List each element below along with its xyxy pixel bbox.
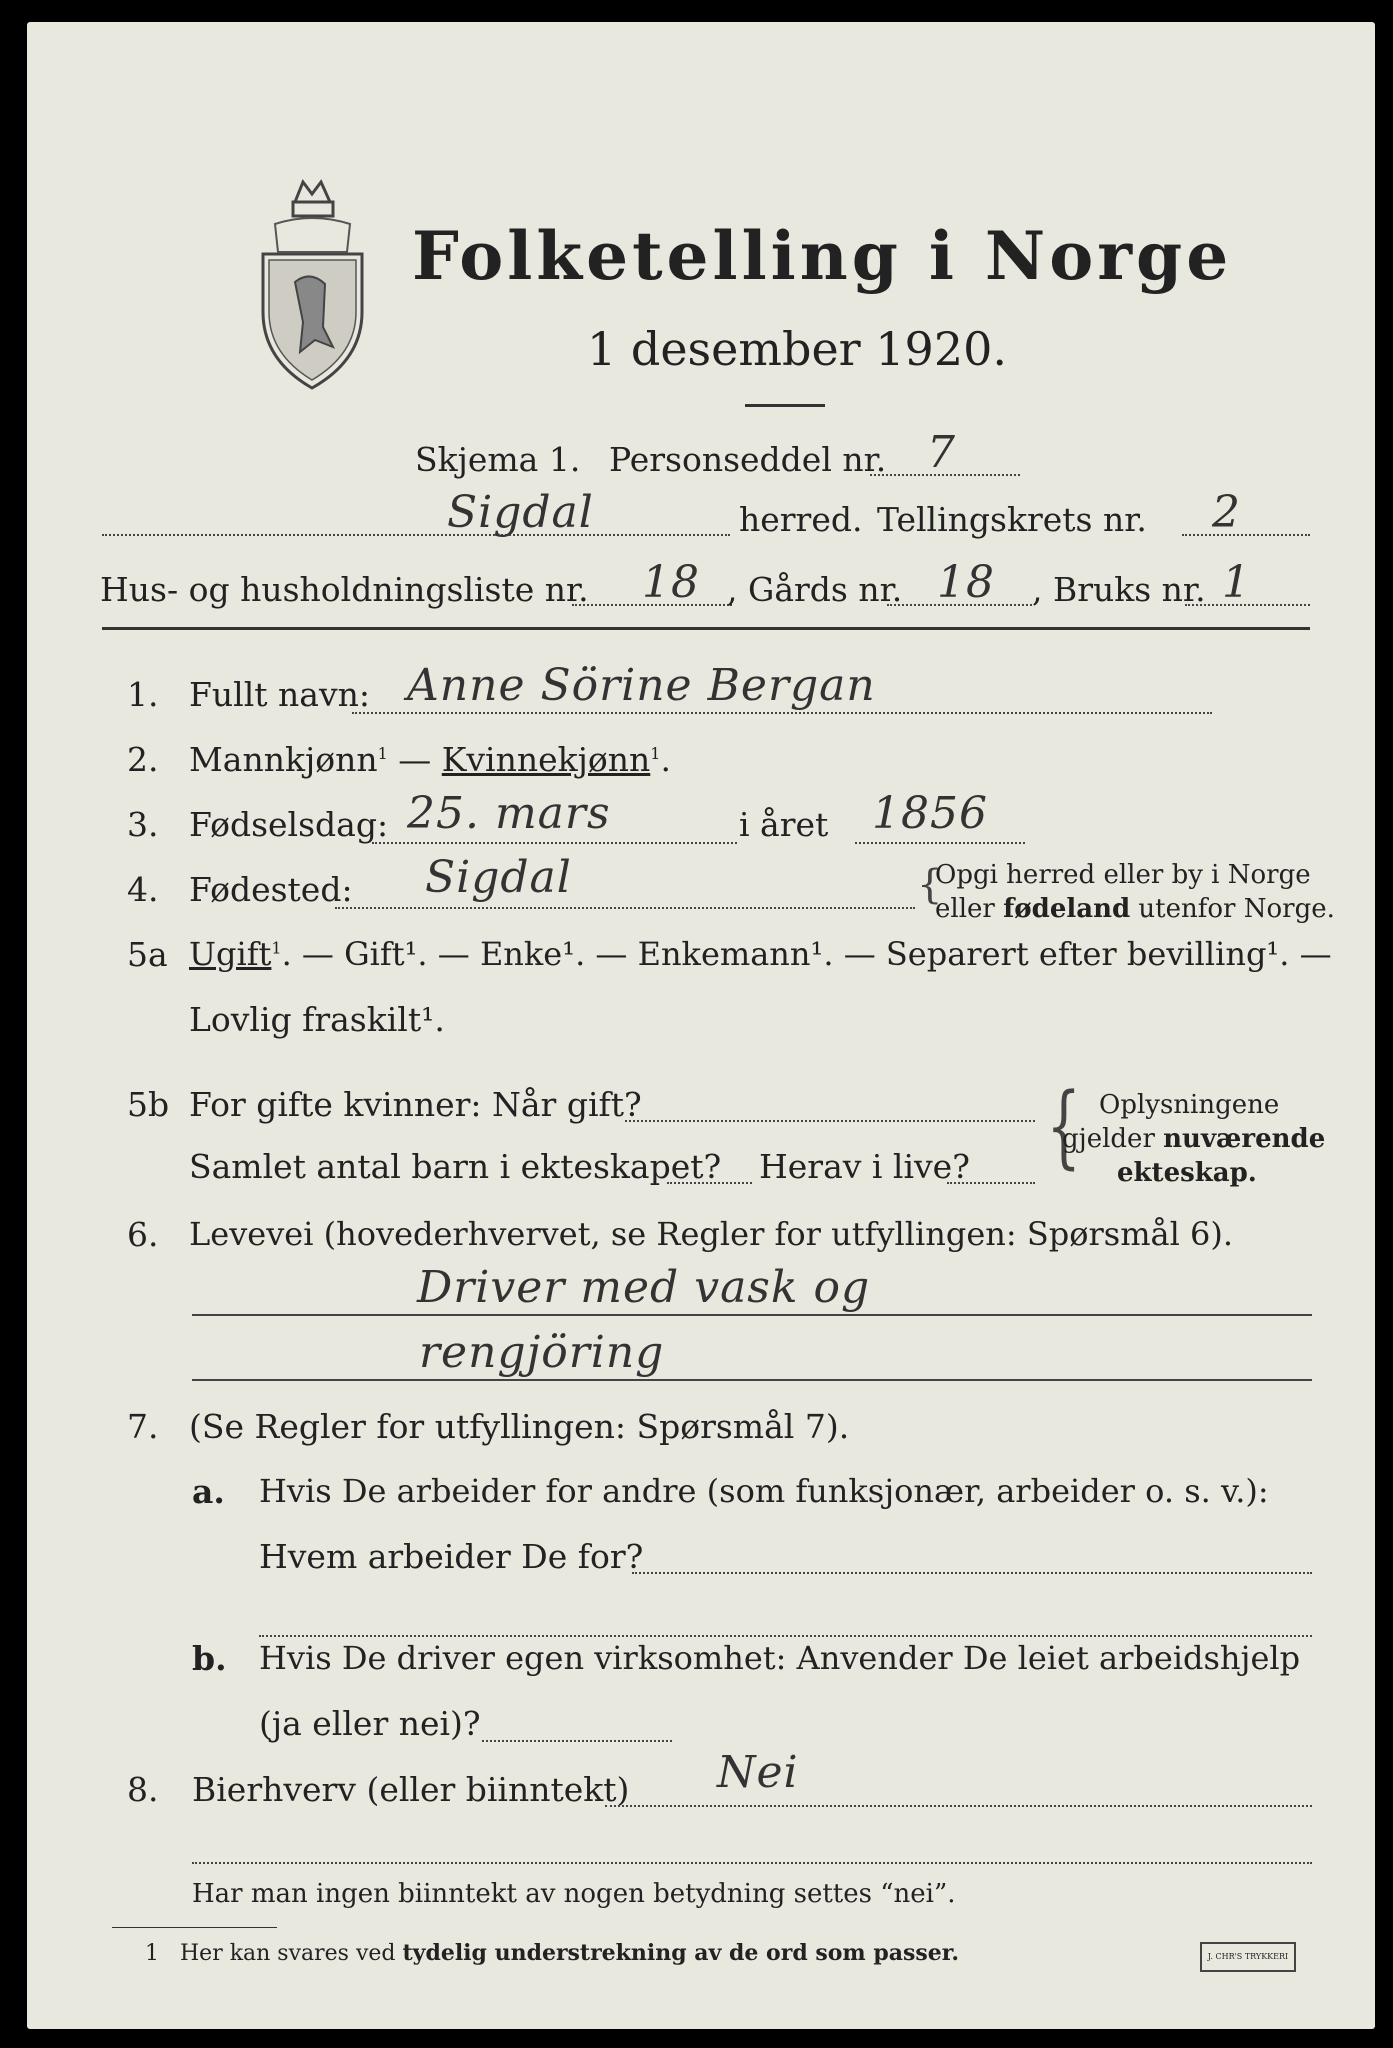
q5b-alive-line[interactable]	[947, 1182, 1035, 1184]
employer-line2[interactable]	[259, 1635, 1312, 1637]
q5b-children-line[interactable]	[667, 1182, 752, 1184]
q7a-number: a.	[192, 1472, 225, 1511]
footer-note: Har man ingen biinntekt av nogen betydning settes “nei”.	[192, 1879, 956, 1909]
gards-label: , Gårds nr.	[727, 570, 903, 609]
q3-number: 3.	[127, 805, 159, 844]
footnote-rule	[112, 1927, 277, 1928]
q5b-line1: For gifte kvinner: Når gift?	[189, 1085, 642, 1124]
year-label: i året	[739, 805, 829, 844]
q5b-note1: Oplysningene	[1099, 1090, 1280, 1120]
herred-line	[102, 534, 730, 536]
q5b-note2: gjelder nuværende	[1062, 1124, 1326, 1154]
census-date: 1 desember 1920.	[587, 322, 1007, 376]
gards-value[interactable]: 18	[937, 557, 995, 608]
personseddel-label: Personseddel nr.	[609, 440, 887, 479]
q8-label: Bierhverv (eller biinntekt)	[192, 1770, 630, 1809]
form-title: Folketelling i Norge	[412, 217, 1233, 295]
birth-date-value[interactable]: 25. mars	[407, 788, 611, 839]
marital-options-line2[interactable]: Lovlig fraskilt¹.	[189, 1000, 445, 1039]
tellingskrets-line	[1182, 534, 1310, 536]
coat-of-arms-icon	[255, 162, 370, 390]
q5b-children-label: Samlet antal barn i ekteskapet?	[189, 1147, 722, 1186]
skjema-label: Skjema 1.	[415, 440, 581, 479]
q7a-line2: Hvem arbeider De for?	[259, 1537, 644, 1576]
q4-line	[335, 907, 915, 909]
census-form	[27, 22, 1375, 2029]
q7a-line1: Hvis De arbeider for andre (som funksjonær, arbeider o. s. v.):	[259, 1472, 1269, 1510]
q6-number: 6.	[127, 1215, 159, 1254]
q8-line	[605, 1805, 1312, 1807]
q4-note-line1: Opgi herred eller by i Norge	[935, 860, 1311, 890]
q5a-number: 5a	[127, 935, 168, 974]
q5b-note3: ekteskap.	[1117, 1158, 1257, 1188]
personseddel-value[interactable]: 7	[927, 427, 956, 478]
occupation-value-line1[interactable]: Driver med vask og	[417, 1262, 871, 1313]
gender-options: Mannkjønn$^1$ — Kvinnekjønn$^1$.	[189, 740, 671, 779]
footnote: 1 Her kan svares ved tydelig understrekning av de ord som passer.	[145, 1940, 959, 1966]
printer-stamp: J. CHR'S TRYKKERI	[1200, 1942, 1296, 1972]
q6-line2	[192, 1379, 1312, 1381]
option-female[interactable]: Kvinnekjønn	[441, 740, 651, 779]
marital-options: Ugift$^1$. — Gift¹. — Enke¹. — Enkemann¹. — Separert efter bevilling¹. —	[189, 935, 1332, 973]
full-name-value[interactable]: Anne Sörine Bergan	[407, 660, 876, 711]
birth-year-value[interactable]: 1856	[872, 788, 988, 839]
brace-icon: {	[1046, 1074, 1081, 1179]
q8-line2[interactable]	[192, 1862, 1312, 1864]
bruks-label: , Bruks nr.	[1032, 570, 1206, 609]
q3-label: Fødselsdag:	[189, 805, 389, 844]
q6-line1	[192, 1314, 1312, 1316]
q5b-married-line[interactable]	[625, 1120, 1035, 1122]
q4-number: 4.	[127, 870, 159, 909]
birthplace-value[interactable]: Sigdal	[425, 852, 572, 903]
q5b-number: 5b	[127, 1085, 170, 1124]
q7b-line1: Hvis De driver egen virksomhet: Anvender De leiet arbeidshjelp	[259, 1639, 1301, 1677]
divider	[745, 404, 825, 407]
section-divider	[102, 627, 1310, 630]
year-line	[855, 842, 1025, 844]
hired-help-line[interactable]	[482, 1740, 672, 1742]
q2-number: 2.	[127, 740, 159, 779]
q1-number: 1.	[127, 675, 159, 714]
bruks-value[interactable]: 1	[1222, 557, 1251, 608]
side-income-value[interactable]: Nei	[717, 1747, 799, 1798]
occupation-value-line2[interactable]: rengjöring	[419, 1327, 665, 1378]
q4-note-line2: eller fødeland utenfor Norge.	[935, 894, 1335, 924]
husliste-value[interactable]: 18	[642, 557, 700, 608]
q7b-num: b.	[192, 1639, 227, 1678]
q6-label: Levevei (hovederhvervet, se Regler for utfyllingen: Spørsmål 6).	[189, 1215, 1234, 1253]
q1-label: Fullt navn:	[189, 675, 370, 714]
q1-line	[352, 712, 1212, 714]
option-male[interactable]: Mannkjønn	[189, 740, 378, 779]
employer-line[interactable]	[632, 1572, 1312, 1574]
husliste-label: Hus- og husholdningsliste nr.	[100, 570, 589, 609]
q7-number: 7.	[127, 1407, 159, 1446]
q8-number: 8.	[127, 1770, 159, 1809]
q5b-alive-label: Herav i live?	[759, 1147, 970, 1186]
brace-icon: {	[917, 862, 943, 908]
q4-label: Fødested:	[189, 870, 353, 909]
herred-value[interactable]: Sigdal	[447, 487, 594, 538]
herred-label: herred.	[739, 500, 863, 539]
q7-label: (Se Regler for utfyllingen: Spørsmål 7).	[189, 1407, 850, 1446]
tellingskrets-value[interactable]: 2	[1212, 487, 1241, 538]
q7b-line2: (ja eller nei)?	[259, 1704, 481, 1743]
tellingskrets-label: Tellingskrets nr.	[877, 500, 1147, 539]
q3-line	[372, 842, 737, 844]
option-ugift[interactable]: Ugift	[189, 935, 272, 973]
